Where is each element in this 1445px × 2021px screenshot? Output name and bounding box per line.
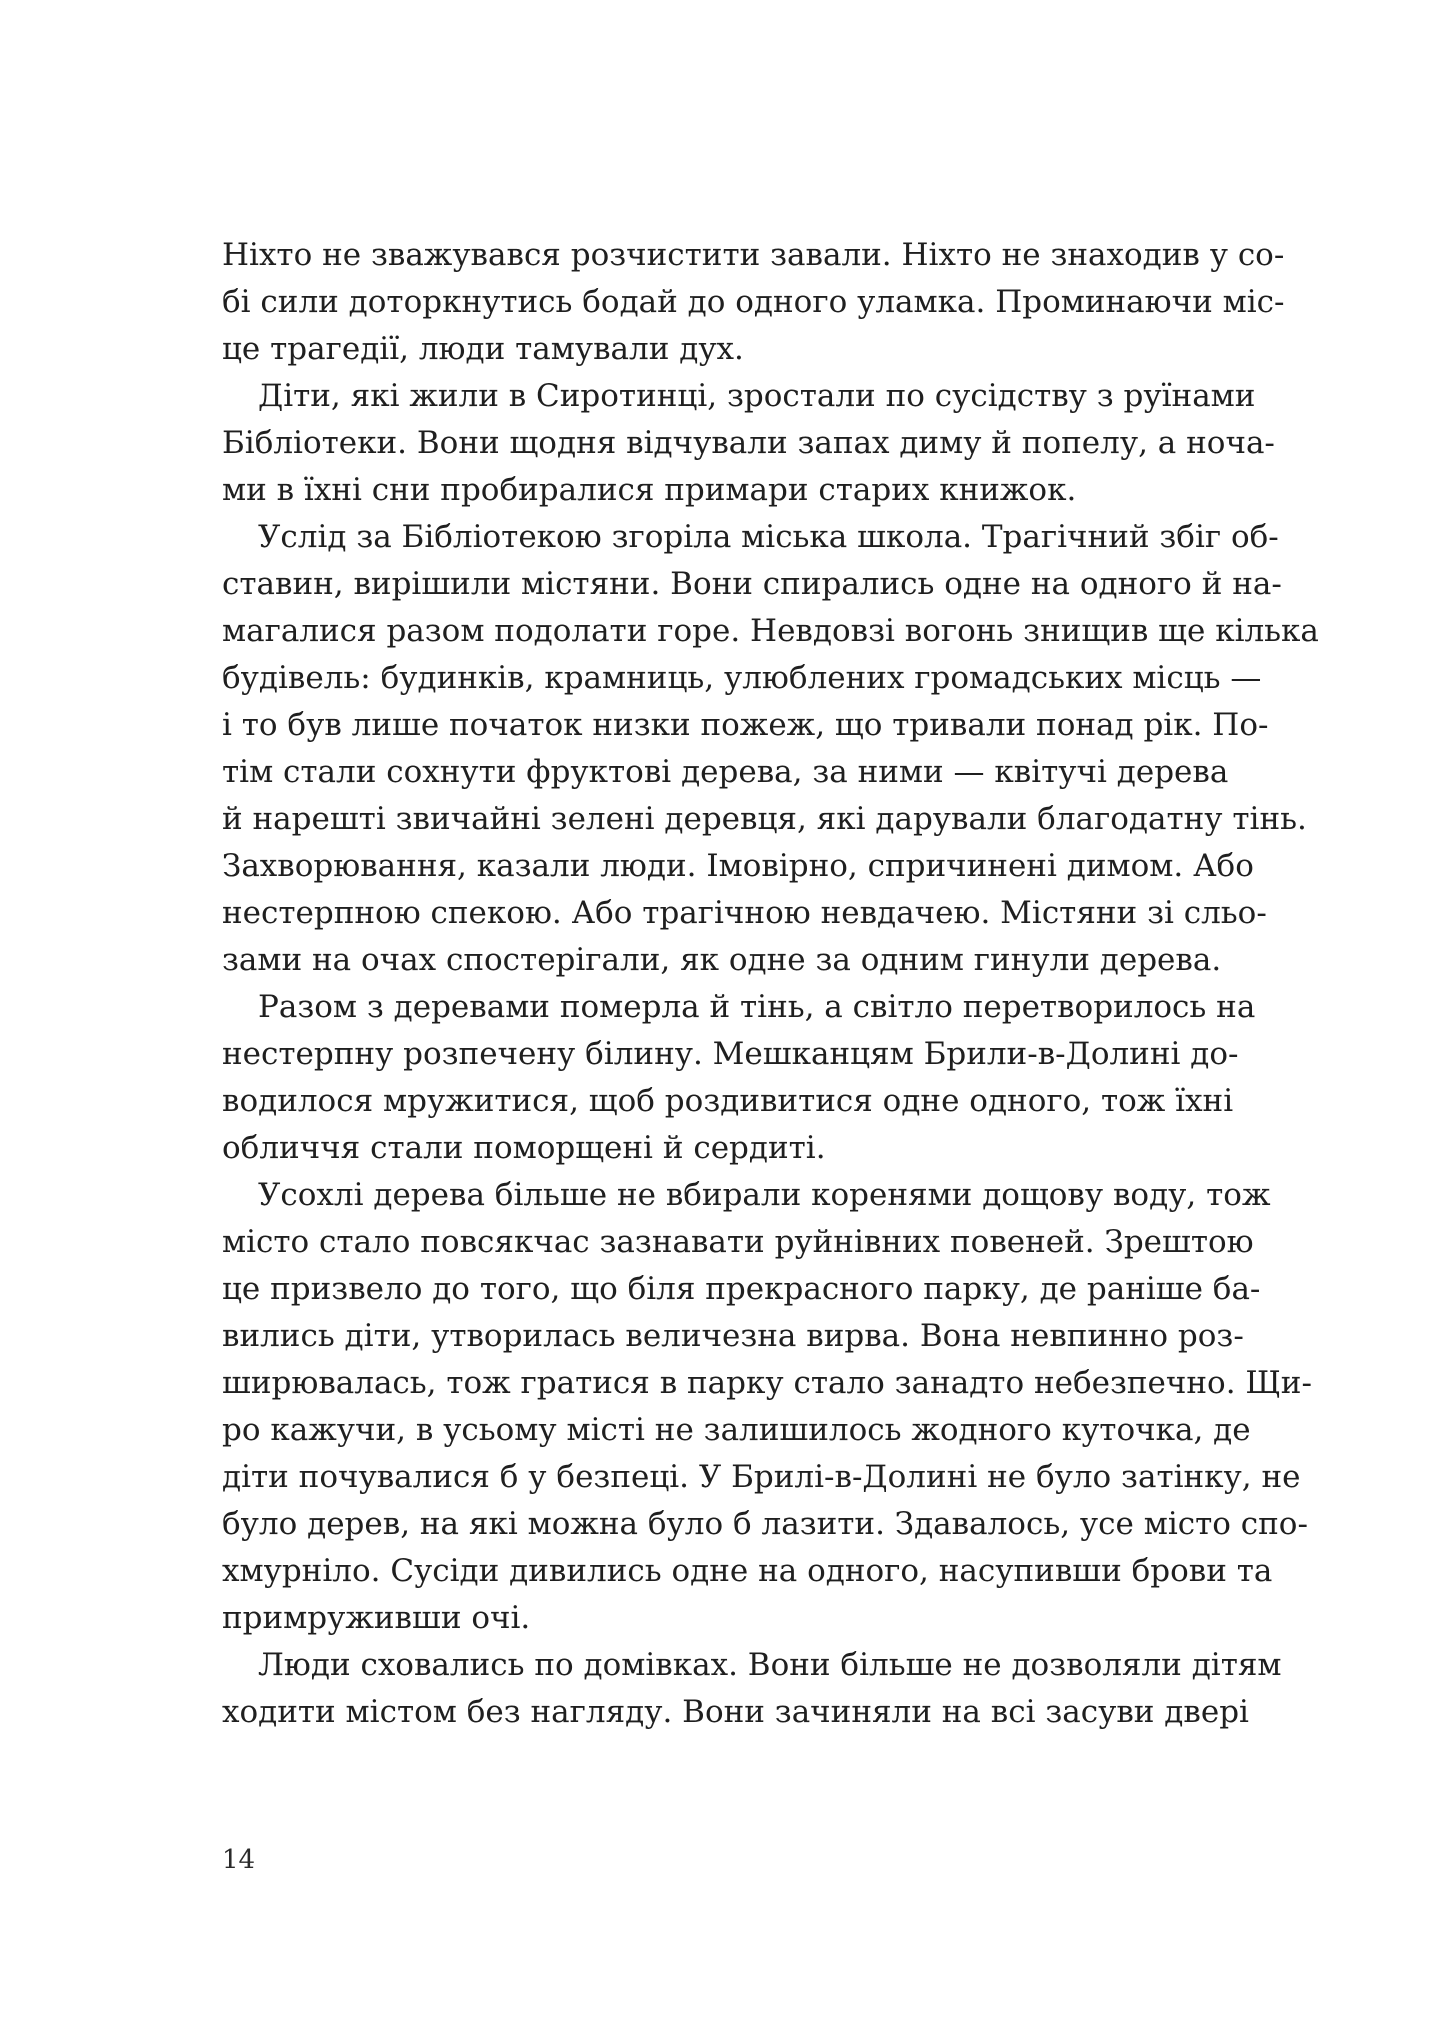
page-number: 14 <box>222 1845 256 1875</box>
text-line: Діти, які жили в Сиротинці, зростали по сусідству з руїнами <box>258 378 1256 414</box>
text-line: ходити містом без нагляду. Вони зачиняли на всі засуви двері <box>222 1694 1249 1730</box>
text-line: Люди сховались по домівках. Вони більше не дозволяли дітям <box>258 1647 1282 1683</box>
text-line: Ніхто не зважувався розчистити завали. Ніхто не знаходив у со- <box>222 237 1285 273</box>
text-line: Бібліотеки. Вони щодня відчували запах диму й попелу, а ноча- <box>222 425 1275 461</box>
paragraph <box>222 514 1319 984</box>
text-line: і то був лише початок низки пожеж, що тривали понад рік. По- <box>222 707 1269 743</box>
text-line: ставин, вирішили містяни. Вони спирались одне на одного й на- <box>222 566 1282 602</box>
text-line: діти почувалися б у безпеці. У Брилі-в-Долині не було затінку, не <box>222 1459 1301 1495</box>
text-line: ширювалась, тож гратися в парку стало занадто небезпечно. Щи- <box>222 1365 1312 1401</box>
text-line: Усохлі дерева більше не вбирали коренями дощову воду, тож <box>258 1177 1271 1213</box>
text-line: хмурніло. Сусіди дивились одне на одного, насупивши брови та <box>222 1553 1273 1589</box>
text-line: будівель: будинків, крамниць, улюблених громадських місць — <box>222 660 1262 696</box>
text-line: ро кажучи, в усьому місті не залишилось жодного куточка, де <box>222 1412 1251 1448</box>
paragraph <box>222 373 1275 514</box>
text-line: магалися разом подолати горе. Невдовзі вогонь знищив ще кілька <box>222 613 1319 649</box>
text-line: ми в їхні сни пробиралися примари старих книжок. <box>222 472 1077 508</box>
text-line: Услід за Бібліотекою згоріла міська школа. Трагічний збіг об- <box>258 519 1279 555</box>
body-text <box>222 232 1319 1736</box>
text-line: було дерев, на які можна було б лазити. Здавалось, усе місто спо- <box>222 1506 1308 1542</box>
text-line: вились діти, утворилась величезна вирва. Вона невпинно роз- <box>222 1318 1244 1354</box>
text-line: нестерпною спекою. Або трагічною невдачею. Містяни зі сльо- <box>222 895 1267 931</box>
text-line: примруживши очі. <box>222 1600 531 1636</box>
text-line: місто стало повсякчас зазнавати руйнівних повеней. Зрештою <box>222 1224 1254 1260</box>
text-line: бі сили доторкнутись бодай до одного уламка. Проминаючи міс- <box>222 284 1285 320</box>
text-line: й нарешті звичайні зелені деревця, які дарували благодатну тінь. <box>222 801 1307 837</box>
text-line: нестерпну розпечену білину. Мешканцям Брили-в-Долині до- <box>222 1036 1239 1072</box>
paragraph <box>222 984 1256 1172</box>
text-line: Разом з деревами померла й тінь, а світло перетворилось на <box>258 989 1256 1025</box>
text-line: тім стали сохнути фруктові дерева, за ними — квітучі дерева <box>222 754 1229 790</box>
text-line: це призвело до того, що біля прекрасного парку, де раніше ба- <box>222 1271 1261 1307</box>
text-line: Захворювання, казали люди. Імовірно, спричинені димом. Або <box>222 848 1254 884</box>
text-line: обличчя стали поморщені й сердиті. <box>222 1130 826 1166</box>
text-line: це трагедії, люди тамували дух. <box>222 331 744 367</box>
paragraph <box>222 1172 1312 1642</box>
text-line: водилося мружитися, щоб роздивитися одне одного, тож їхні <box>222 1083 1234 1119</box>
text-line: зами на очах спостерігали, як одне за одним гинули дерева. <box>222 942 1222 978</box>
paragraph <box>222 1642 1282 1736</box>
paragraph <box>222 232 1285 373</box>
